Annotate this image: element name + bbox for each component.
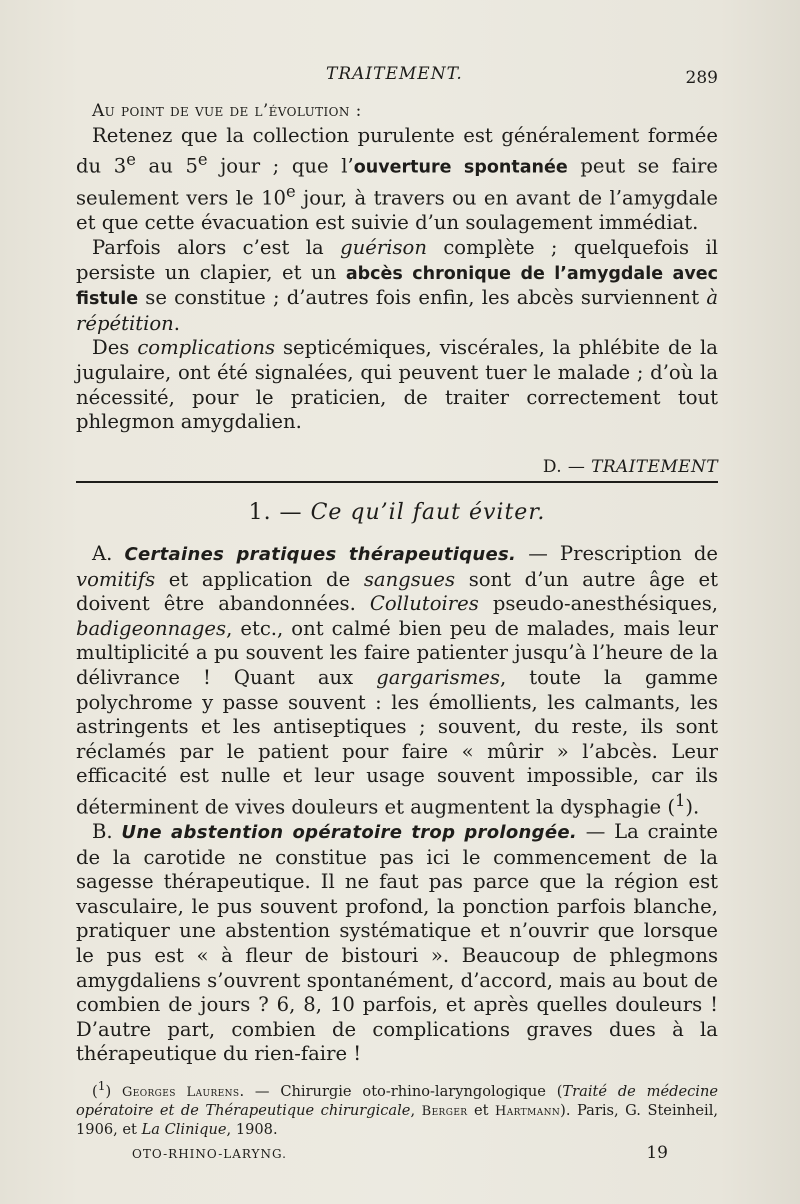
page-number: 289: [685, 68, 718, 88]
page-body: [76, 98, 718, 1067]
running-head: TRAITEMENT.: [326, 64, 463, 84]
evolution-heading: Au point de vue de l’évolution :: [92, 101, 362, 121]
page-header: [76, 64, 718, 94]
footnote: ($^1$) Georges Laurens. — Chirurgie oto-rhino-laryngologique (Traité de médecine opératoire et de Thérapeutique chirurgicale, Berger et Hartmann). Paris, G. Steinheil, 1906, et La Clinique, 1908.: [76, 1079, 719, 1138]
footnote-reference[interactable]: 1: [675, 790, 686, 810]
paragraph-outcome: Parfois alors c’est la guérison complète ; quelquefois il persiste un clapier, et un abcès chronique de l’amygdale avec fistule se constitue ; d’autres fois enfin, les abcès surviennent à répétition.: [76, 236, 718, 335]
paragraph-a: A. Certaines pratiques thérapeutiques. — Prescription de vomitifs et application de sangsues sont d’un autre âge et doivent être abandonnées. Collutoires pseudo-anesthésiques, badigeonnages, etc., ont calmé bien peu de malades, mais leur multiplicité a pu souvent les faire patienter jusqu’à l’heure de la délivrance ! Quant aux gargarismes, toute la gamme polychrome y passe souvent : les émollients, les calmants, les astringents et les antiseptiques ; souvent, du reste, ils sont réclamés par le patient pour faire « mûrir » l’abcès. Leur efficacité est nulle et leur usage souvent impossible, car ils déterminent de vives douleurs et augmentent la dysphagie ($^1$).: [76, 541, 718, 819]
page-footer: [132, 1143, 668, 1167]
section-heading: D. — TRAITEMENT: [76, 455, 718, 484]
signature-mark: OTO-RHINO-LARYNG.: [132, 1147, 287, 1161]
subsection-heading: 1. — Ce qu’il faut éviter.: [248, 500, 546, 526]
paragraph-complications: Des complications septicémiques, viscérales, la phlébite de la jugulaire, ont été signalées, qui peuvent tuer le malade ; d’où la nécessité, pour le praticien, de traiter correctement tout phlegmon amygdalien.: [76, 336, 718, 434]
paragraph-b: B. Une abstention opératoire trop prolongée. — La crainte de la carotide ne constitue pas ici le commencement de la sagesse thérapeutique. Il ne faut pas parce que la région est vasculaire, le pus souvent profond, la ponction parfois blanche, pratiquer une abstention systématique et n’ouvrir que lorsque le pus est « à fleur de bistouri ». Beaucoup de phlegmons amygdaliens s’ouvrent spontanément, d’accord, mais au bout de combien de jours ? 6, 8, 10 parfois, et après quelles douleurs ! D’autre part, combien de complications graves dues à la thérapeutique du rien-faire !: [76, 820, 718, 1066]
sheet-number: 19: [646, 1143, 668, 1163]
paragraph-evolution: Retenez que la collection purulente est généralement formée du 3e au 5e jour ; que l’ouverture spontanée peut se faire seulement vers le 10e jour, à travers ou en avant de l’amygdale et que cette évacuation est suivie d’un soulagement immédiat.: [76, 123, 719, 235]
